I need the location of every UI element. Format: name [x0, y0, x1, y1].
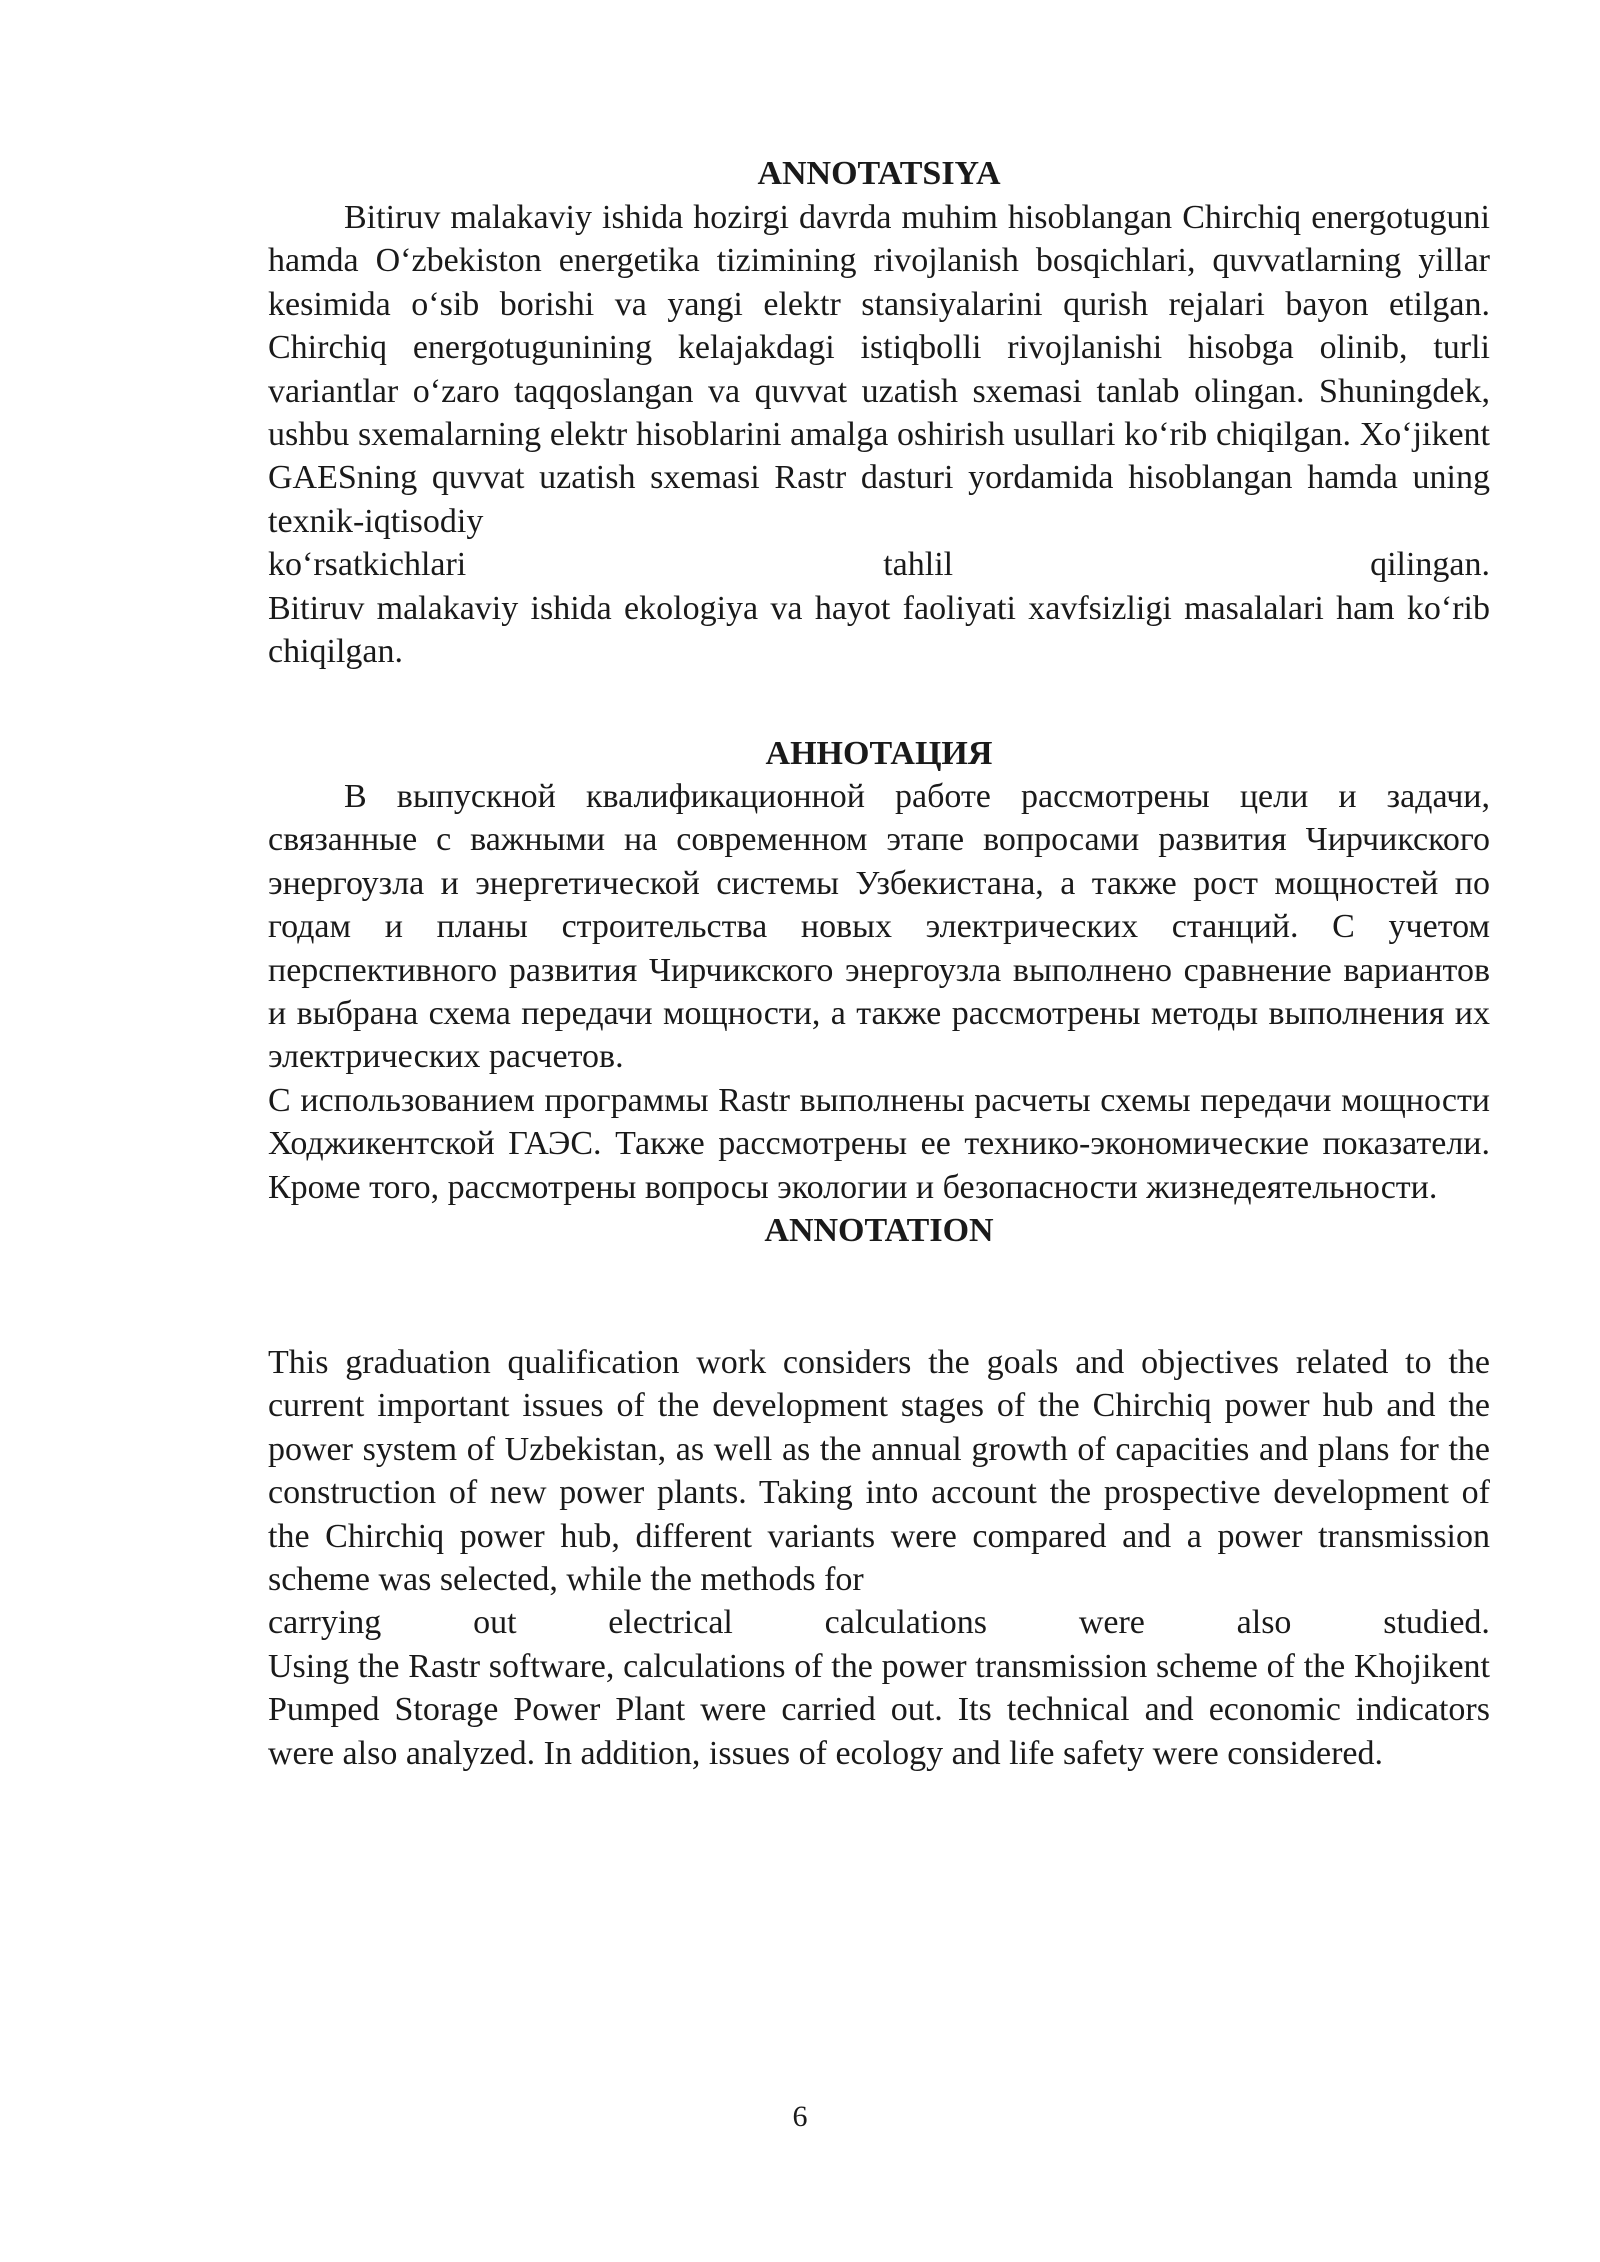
- annotation-uz-section: [268, 152, 1490, 673]
- annotation-ru-body: В выпускной квалификационной работе рассмотрены цели и задачи, связанные с важными на современном этапе вопросами развития Чирчикского энергоузла и энергетической системы Узбекистана, а также рост мощностей по годам и планы строительства новых электрических станций. С учетом перспективного развития Чирчикского энергоузла выполнено сравнение вариантов и выбрана схема передачи мощности, а также рассмотрены методы выполнения их электрических расчетов.: [268, 778, 1490, 1076]
- annotation-en-word: were: [1078, 1604, 1145, 1642]
- annotation-en-word: electrical: [608, 1604, 733, 1642]
- annotation-uz-word: ko‘rsatkichlari: [268, 546, 467, 584]
- annotation-ru-section: [268, 732, 1490, 1252]
- annotation-en-body: This graduation qualification work considers the goals and objectives related to the current important issues of the development stages of the Chirchiq power hub and the power system of Uzbekistan, as well as the annual growth of capacities and plans for the construction of new power plants. Taking into account the prospective development of the Chirchiq power hub, different variants were compared and a power transmission scheme was selected, while the methods for: [268, 1344, 1490, 1599]
- annotation-en-spaced-line: [268, 1601, 1490, 1644]
- annotation-uz-tail: Bitiruv malakaviy ishida ekologiya va hayot faoliyati xavfsizligi masalalari ham ko‘rib chiqilgan.: [268, 589, 1490, 671]
- annotation-uz-body: Bitiruv malakaviy ishida hozirgi davrda muhim hisoblangan Chirchiq energotuguni hamda O‘zbekiston energetika tizimining rivojlanish bosqichlari, quvvatlarning yillar kesimida o‘sib borishi va yangi elektr stansiyalarini qurish rejalari bayon etilgan. Chirchiq energotugunining kelajakdagi istiqbolli rivojlanishi hisobga olinib, turli variantlar o‘zaro taqqoslangan va quvvat uzatish sxemasi tanlab olingan. Shuningdek, ushbu sxemalarning elektr hisoblarini amalga oshirish usullari ko‘rib chiqilgan. Xo‘jikent GAESning quvvat uzatish sxemasi Rastr dasturi yordamida hisoblangan hamda uning texnik-iqtisodiy: [268, 199, 1490, 540]
- annotation-ru-heading: АННОТАЦИЯ: [765, 735, 993, 772]
- annotation-en-section: [268, 1341, 1490, 1775]
- annotation-en-word: out: [473, 1604, 517, 1642]
- annotation-en-heading: ANNOTATION: [764, 1212, 994, 1250]
- annotation-en-word: carrying: [268, 1604, 382, 1642]
- annotation-en-word: calculations: [824, 1604, 988, 1642]
- annotation-uz-heading: ANNOTATSIYA: [757, 155, 1001, 192]
- page-number: 6: [792, 2100, 808, 2133]
- annotation-en-word: also: [1236, 1604, 1292, 1642]
- annotation-en-tail: Using the Rastr software, calculations of the power transmission scheme of the Khojikent Pumped Storage Power Plant were carried out. Its technical and economic indicators were also analyzed. In addition, issues of ecology and life safety were considered.: [268, 1647, 1490, 1772]
- annotation-uz-word: tahlil: [883, 546, 954, 584]
- annotation-ru-tail: С использованием программы Rastr выполнены расчеты схемы передачи мощности Ходжикентской ГАЭС. Также рассмотрены ее технико-экономические показатели. Кроме того, рассмотрены вопросы экологии и безопасности жизнедеятельности.: [268, 1081, 1490, 1206]
- annotation-en-word: studied.: [1383, 1604, 1490, 1642]
- annotation-uz-word: qilingan.: [1370, 546, 1490, 584]
- annotation-uz-spaced-line: [268, 543, 1490, 586]
